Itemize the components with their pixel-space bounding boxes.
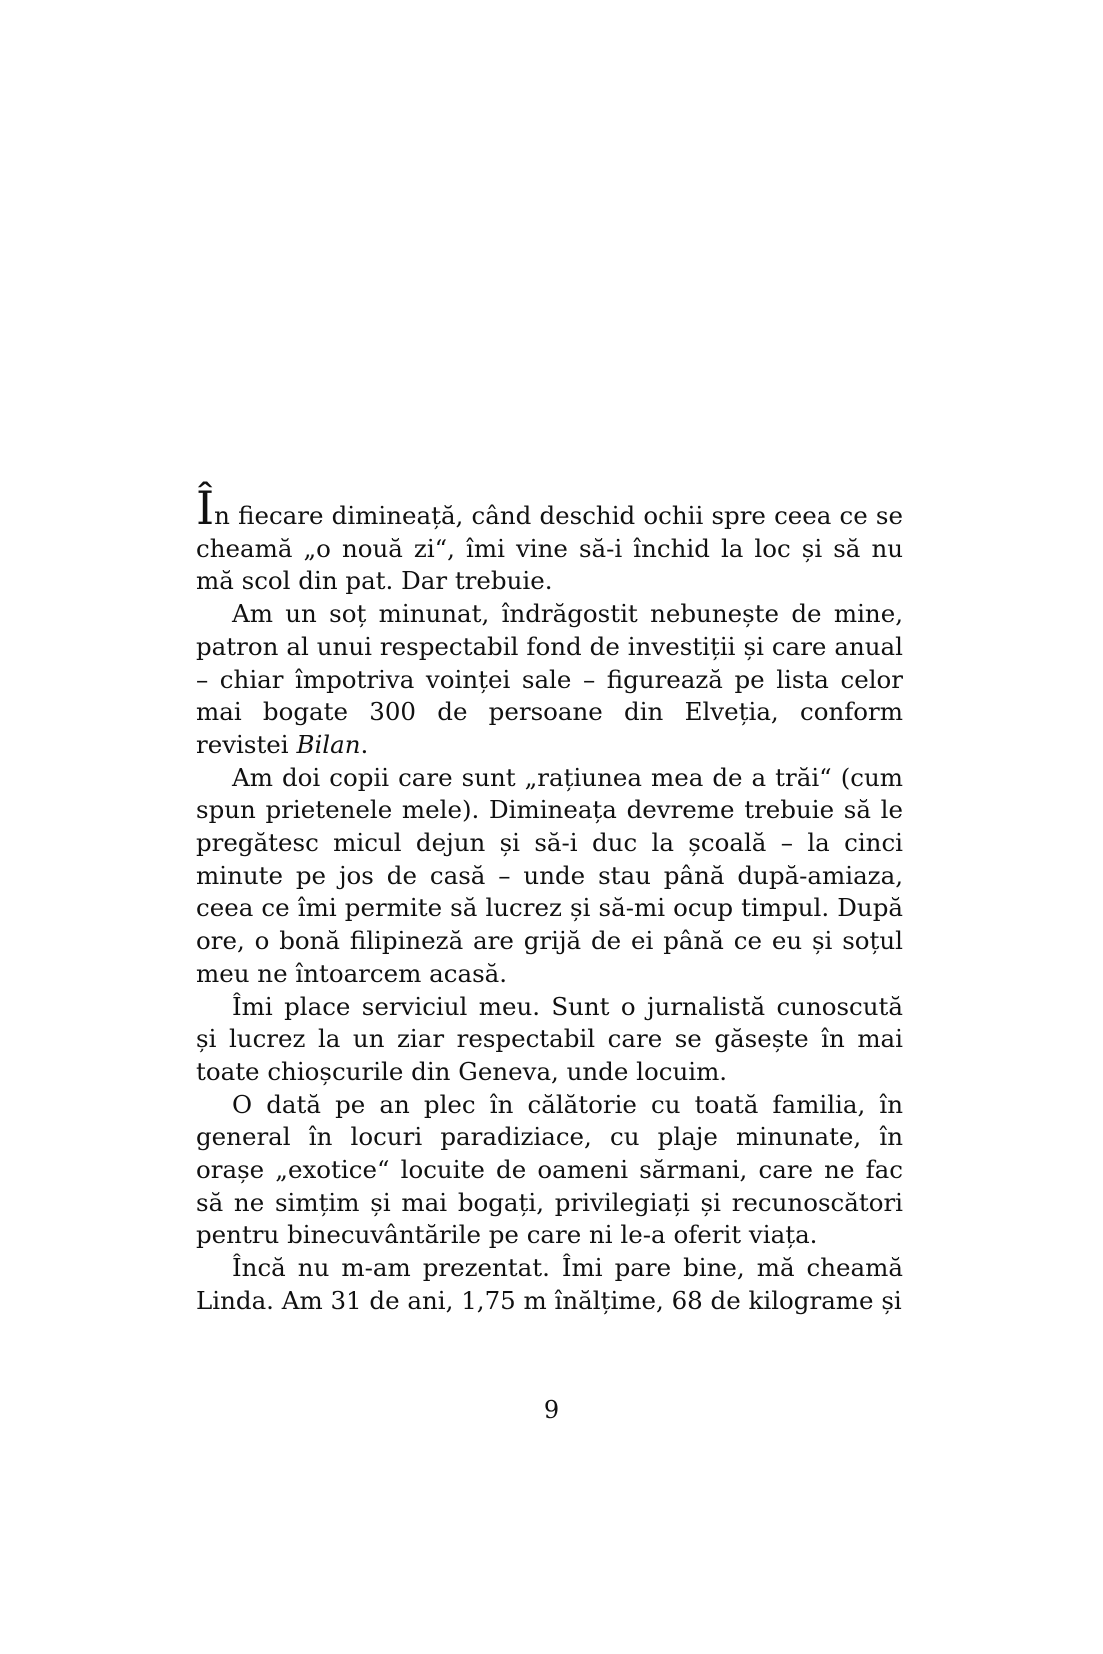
paragraph-4: Îmi place serviciul meu. Sunt o jurnalistă cunoscută și lucrez la un ziar respectabil care se găsește în mai toate chioșcurile din Geneva, unde locuim. <box>196 991 903 1086</box>
drop-cap: Î <box>196 481 215 535</box>
body-text <box>196 481 903 1318</box>
paragraph-2-end: . <box>360 729 369 759</box>
paragraph-3: Am doi copii care sunt „rațiunea mea de a trăi“ (cum spun prietenele mele). Dimineața devreme trebuie să le pregătesc micul dejun și să-i duc la școală – la cinci minute pe jos de casă – unde stau până după-amiaza, ceea ce îmi permite să lucrez și să-mi ocup timpul. După ore, o bonă filipineză are grijă de ei până ce eu și soțul meu ne întoarcem acasă. <box>196 762 903 988</box>
paragraph-2-text: Am un soț minunat, îndrăgostit nebunește de mine, patron al unui respectabil fond de investiții și care anual – chiar împotriva voinței sale – figurează pe lista celor mai bogate 300 de persoane din Elveția, conform revistei <box>196 599 903 759</box>
paragraph-1-text: n fiecare dimineață, când deschid ochii spre ceea ce se cheamă „o nouă zi“, îmi vine să-i închid la loc și să nu mă scol din pat. Dar trebuie. <box>196 501 903 596</box>
paragraph-5: O dată pe an plec în călătorie cu toată familia, în general în locuri paradiziace, cu plaje minunate, în orașe „exotice“ locuite de oameni sărmani, care ne fac să ne simțim și mai bogați, privilegiați și recunoscători pentru binecuvântările pe care ni le-a oferit viața. <box>196 1089 903 1250</box>
paragraph-1 <box>196 481 903 598</box>
paragraph-6: Încă nu m-am prezentat. Îmi pare bine, mă cheamă Linda. Am 31 de ani, 1,75 m înălțime, 68 de kilograme și <box>196 1253 903 1315</box>
paragraph-2 <box>196 598 903 762</box>
page-number: 9 <box>543 1396 560 1424</box>
magazine-title: Bilan <box>296 729 361 759</box>
